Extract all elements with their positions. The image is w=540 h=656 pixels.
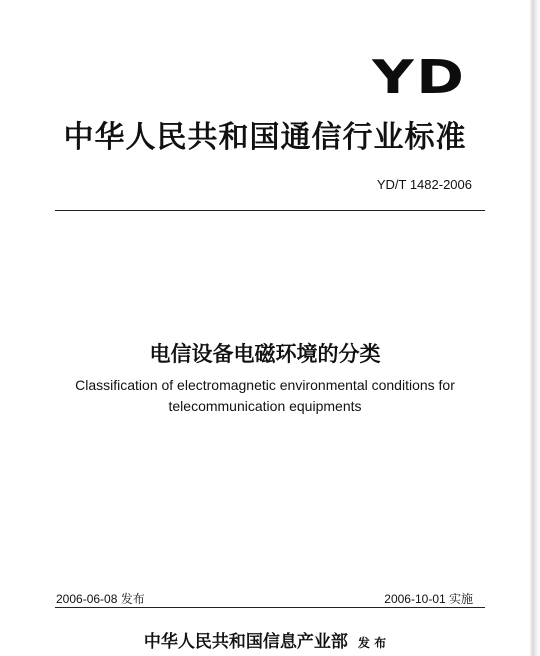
- document-title-english: [40, 375, 490, 417]
- publisher-name: 中华人民共和国信息产业部: [143, 632, 348, 652]
- top-divider: [55, 210, 485, 211]
- english-title-line-1: Classification of electromagnetic environmental conditions for: [75, 377, 455, 393]
- publisher-action: 发 布: [357, 636, 387, 650]
- page-edge-shadow: [530, 0, 540, 656]
- yd-logo: YD: [371, 50, 466, 104]
- standard-title: 中华人民共和国通信行业标准: [63, 120, 467, 155]
- implementation-date: 2006-10-01 实施: [384, 592, 473, 606]
- publisher: [0, 627, 530, 652]
- bottom-divider: [55, 607, 485, 608]
- document-title-chinese: 电信设备电磁环境的分类: [149, 342, 381, 366]
- standard-code: YD/T 1482-2006: [376, 177, 472, 192]
- english-title-line-2: telecommunication equipments: [168, 398, 362, 414]
- issue-date: 2006-06-08 发布: [56, 592, 145, 606]
